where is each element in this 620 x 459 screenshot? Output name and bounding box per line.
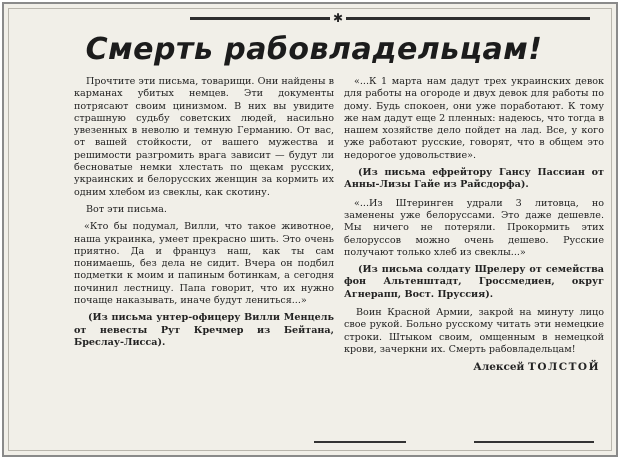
letter-2-source: (Из письма ефрейтору Гансу Пассиан от Анны-Лизы Гайе из Райсдорфа). — [344, 167, 604, 191]
letter-1-source: (Из письма унтер-офицеру Вилли Менцель от невесты Рут Кречмер из Бейтана, Бреслау-Лисса). — [74, 312, 334, 348]
bottom-rule-right — [474, 441, 594, 443]
intro-paragraph: Прочтите эти письма, товарищи. Они найдены в карманах убитых немцев. Эти документы потрясают своим цинизмом. В них вы увидите страшную судьбу советских людей, насильно увезенных в неволю и темную Германию. От вас, от вашей стойкости, от вашего мужества и решимости разгромить врага зависит — будут ли бесноватые немки хлестать по щекам русских, украинских и белорусских женщин за кормить их одним хлебом из свеклы, как скотину. — [74, 76, 334, 198]
letter-1: «Кто бы подумал, Вилли, что такое животное, наша украинка, умеет прекрасно шить. Это очень приятно. Да и француз наш, как ты сам понимаешь, без дела не сидит. Вчера он подбил подметки к моим и папиным ботинкам, а сегодня починил лестницу. Папа говорит, что их нужно почаще наказывать, иначе будут лениться...» — [74, 221, 334, 307]
bottom-rule-left — [314, 441, 406, 443]
author-first-name: Алексей — [473, 361, 525, 374]
letter-3-source: (Из письма солдату Шрелеру от семейства фон Альтенштадт, Гроссмедиен, округ Агнерапп, Вост. Пруссия). — [344, 264, 604, 300]
author-last-name: ТОЛСТОЙ — [528, 361, 600, 374]
top-rule — [190, 11, 590, 25]
left-column — [74, 76, 334, 355]
right-column — [344, 76, 604, 374]
letter-2: «...К 1 марта нам дадут трех украинских девок для работы на огороде и двух девок для работы по дому. Будь спокоен, они уже поработают. К тому же нам дадут еще 2 пленных: надеюсь, что тогда в нашем хозяйстве дело пойдет на лад. Все, у кого уже работают русские, говорят, что в общем это недорогое удовольствие». — [344, 76, 604, 161]
headline: Смерть рабовладельцам! — [85, 32, 543, 67]
letter-3: «...Из Штеринген удрали 3 литовца, но заменены уже белоруссами. Это даже дешевле. Мы ничего не потеряли. Прокормить этих белоруссов можно очень дешево. Русские получают только хлеб из свеклы...» — [344, 197, 604, 258]
closing-paragraph: Воин Красной Армии, закрой на минуту лицо свое рукой. Больно русскому читать эти немецкие строки. Штыком своим, омщенным в немецкой крови, зачеркни их. Смерть рабовладельцам! — [344, 307, 604, 355]
star-ornament-icon: ✱ — [330, 10, 346, 26]
author-signature — [344, 361, 604, 373]
lead-line: Вот эти письма. — [86, 203, 167, 215]
newspaper-clipping — [2, 2, 618, 457]
